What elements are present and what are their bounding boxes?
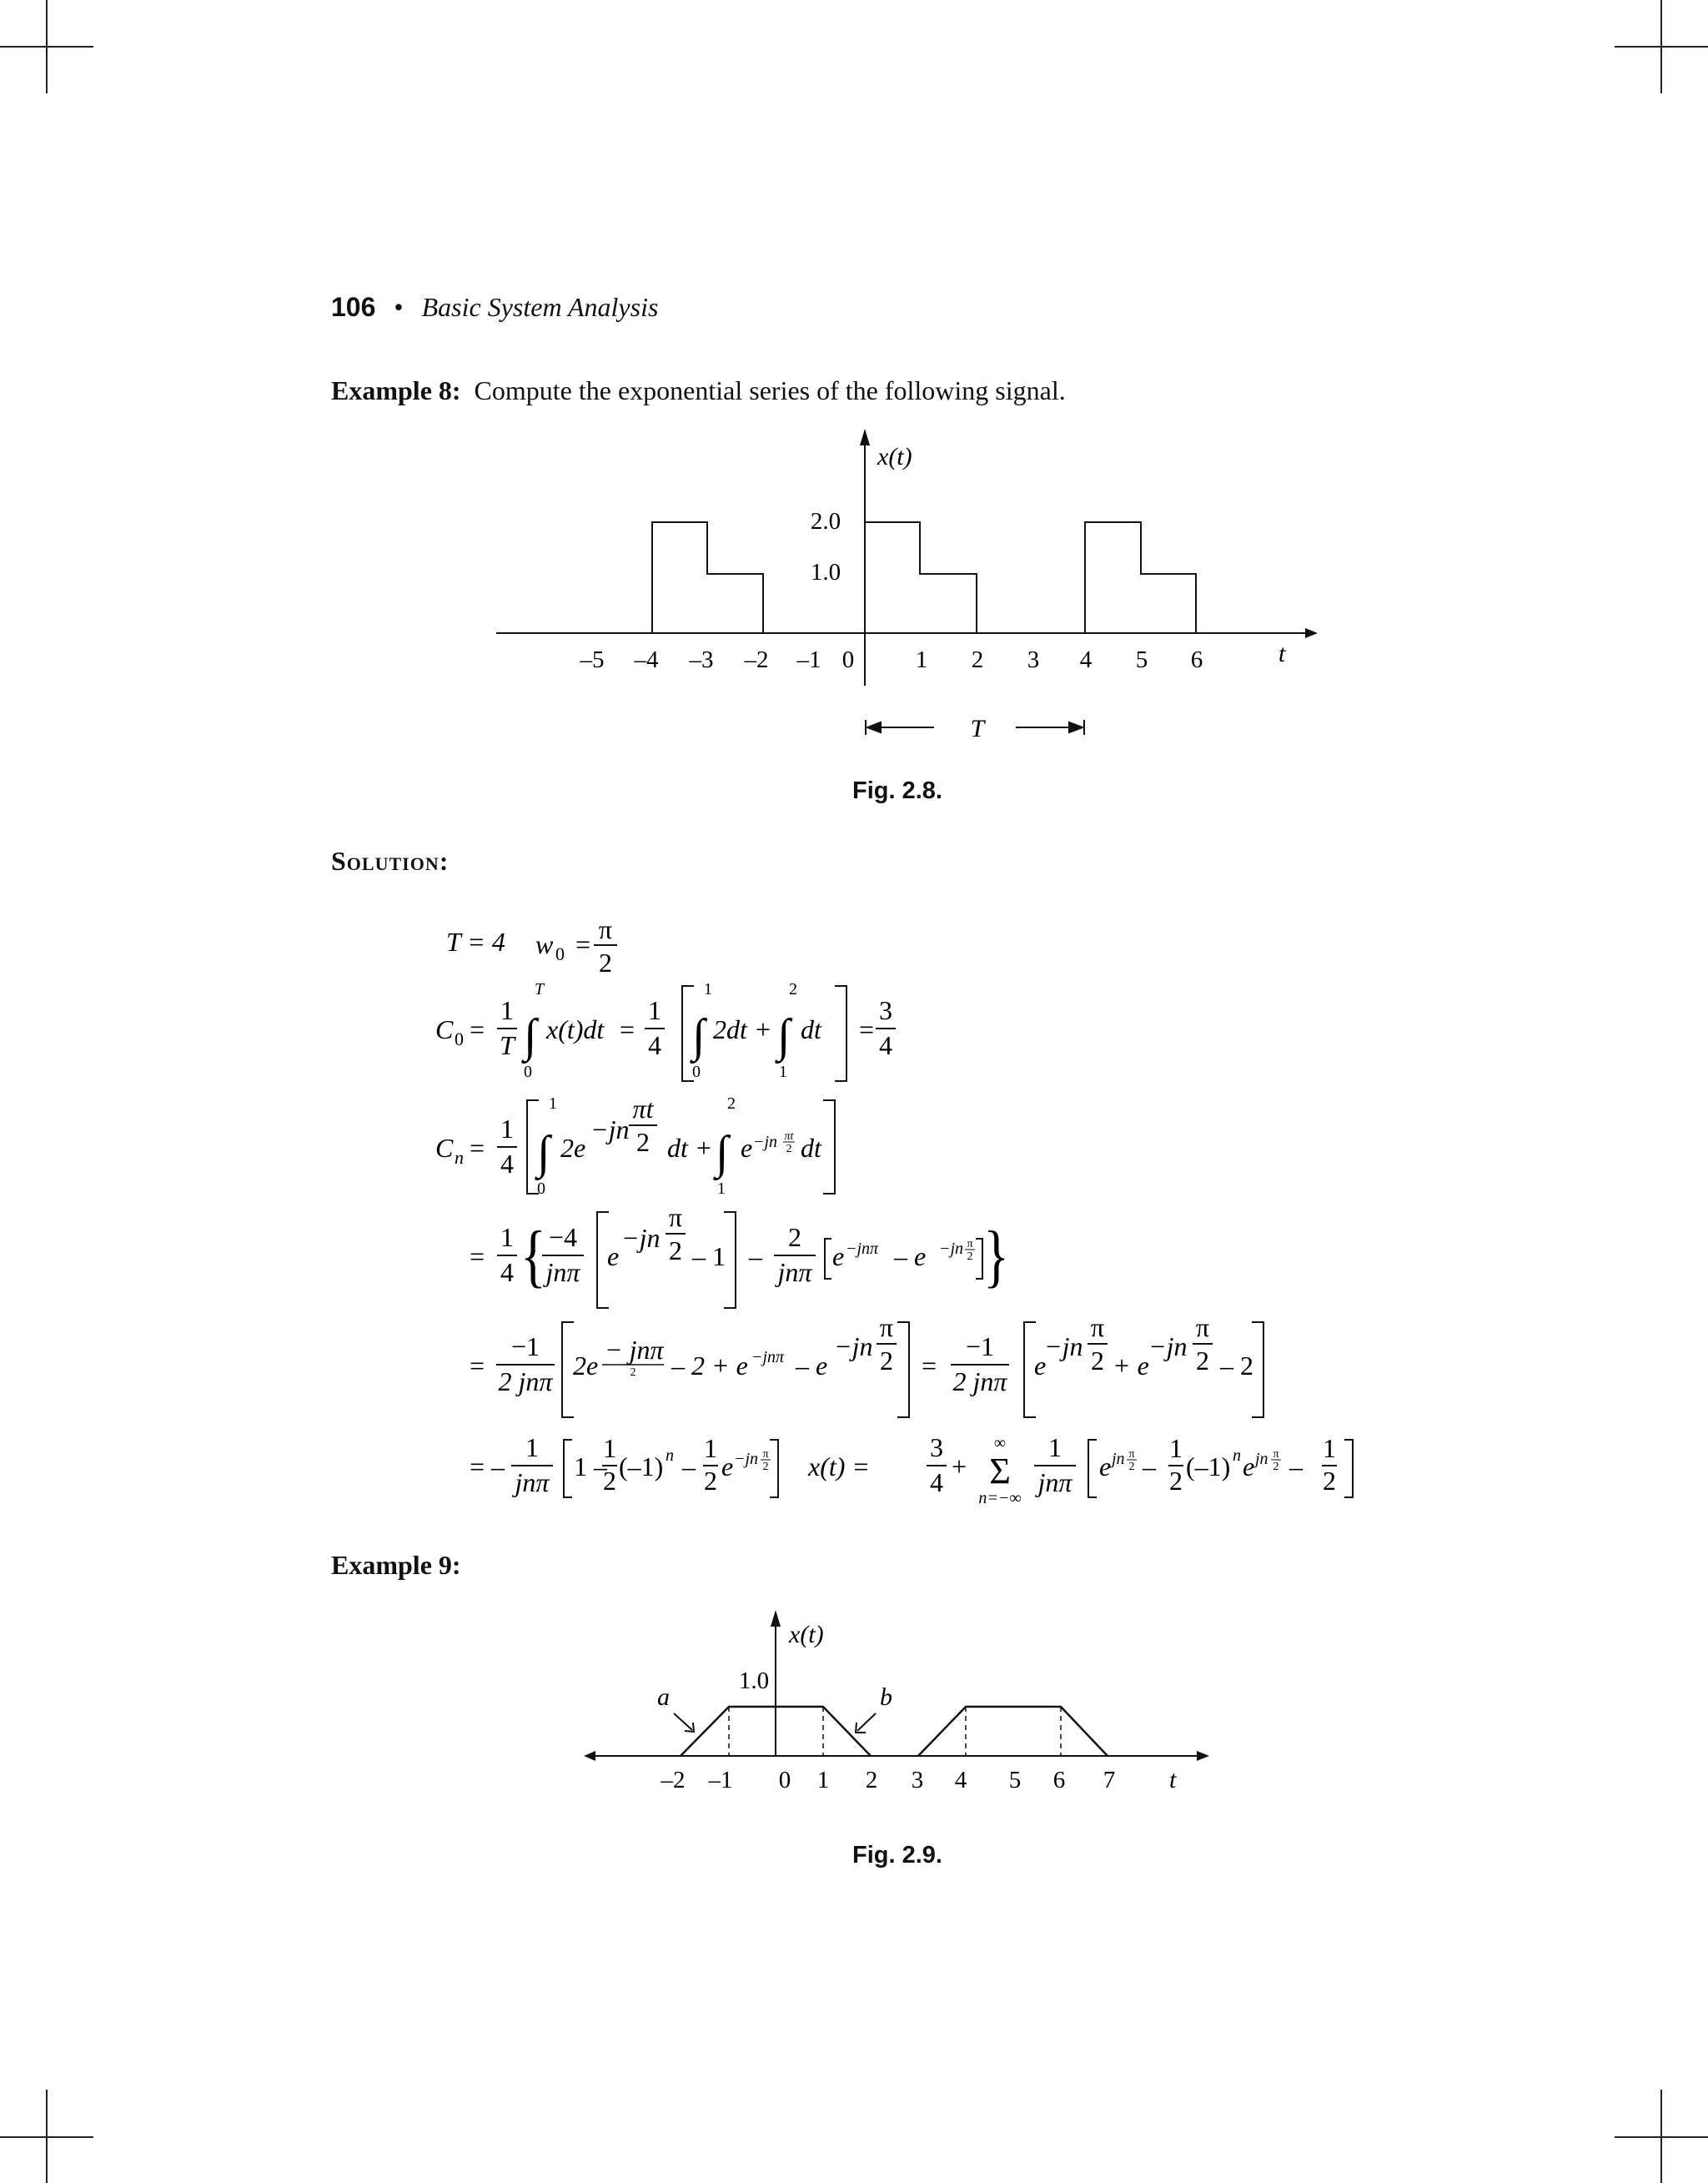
svg-text:3: 3 (930, 1432, 943, 1462)
svg-text:1: 1 (500, 995, 514, 1025)
svg-text:(–1): (–1) (619, 1451, 664, 1481)
running-header (331, 292, 658, 323)
svg-text:jnπ: jnπ (515, 1467, 550, 1497)
svg-text:π: π (762, 1448, 769, 1461)
equation-period (446, 914, 617, 978)
label-a: a (657, 1683, 670, 1711)
svg-text:2: 2 (630, 1366, 636, 1379)
signal-pulse (865, 522, 977, 633)
svg-text:=: = (922, 1351, 937, 1381)
svg-text:–: – (1289, 1451, 1303, 1481)
svg-text:=: = (575, 929, 591, 959)
svg-text:}: } (983, 1217, 1009, 1295)
svg-text:1: 1 (525, 1432, 539, 1462)
svg-text:=: = (470, 1133, 485, 1163)
solution-heading: Solution: (331, 846, 450, 876)
svg-text:2: 2 (789, 980, 797, 998)
x-tick: 1 (915, 646, 928, 673)
figure-2-9-caption: Fig. 2.9. (852, 1842, 942, 1869)
svg-text:2: 2 (1169, 1466, 1183, 1496)
svg-text:−jn: −jn (753, 1133, 778, 1151)
svg-text:w: w (535, 929, 554, 959)
svg-text:2: 2 (788, 1222, 801, 1252)
svg-text:−jnπ: −jnπ (751, 1348, 785, 1366)
svg-text:C: C (435, 1014, 454, 1044)
svg-text:– 1: – 1 (692, 1241, 726, 1271)
svg-text:4: 4 (500, 1149, 514, 1179)
arrow-b (857, 1713, 876, 1731)
svg-text:– e: – e (894, 1241, 927, 1271)
svg-text:∫: ∫ (777, 1010, 791, 1062)
svg-text:1: 1 (1323, 1433, 1336, 1463)
figure-2-9 (584, 1602, 1218, 1802)
svg-text:∫: ∫ (716, 1127, 729, 1179)
svg-text:jnπ: jnπ (545, 1257, 580, 1287)
svg-text:C: C (435, 1133, 454, 1163)
svg-text:1: 1 (704, 980, 712, 998)
svg-text:1: 1 (1048, 1432, 1062, 1462)
svg-text:2: 2 (967, 1250, 973, 1263)
svg-text:2: 2 (727, 1094, 736, 1113)
svg-text:–: – (1143, 1451, 1156, 1481)
svg-text:2e: 2e (560, 1133, 586, 1163)
svg-text:1: 1 (717, 1180, 726, 1198)
svg-text:−jn: −jn (590, 1114, 630, 1144)
svg-text:e: e (1034, 1351, 1047, 1381)
svg-text:∫: ∫ (524, 1010, 537, 1062)
svg-text:–: – (749, 1241, 762, 1271)
x-tick: 6 (1190, 646, 1203, 673)
x-tick: 1 (816, 1767, 830, 1793)
x-tick: –4 (634, 646, 659, 673)
svg-text:πt: πt (632, 1094, 654, 1124)
svg-text:0: 0 (524, 1063, 532, 1081)
svg-text:−jnπ: −jnπ (846, 1240, 879, 1258)
x-tick: 3 (911, 1767, 924, 1793)
x-tick: –1 (796, 646, 821, 673)
svg-text:2: 2 (636, 1127, 650, 1157)
svg-text:= –: = – (470, 1451, 505, 1481)
svg-text:2dt +: 2dt + (713, 1014, 772, 1044)
x-tick: 0 (778, 1767, 791, 1793)
x-tick-labels (580, 646, 1203, 673)
svg-text:−4: −4 (548, 1222, 578, 1252)
y-axis-arrow (860, 429, 870, 445)
x-tick: 4 (954, 1767, 967, 1793)
svg-text:3: 3 (879, 995, 892, 1025)
svg-text:4: 4 (930, 1467, 943, 1497)
x-tick: –1 (708, 1767, 733, 1793)
svg-text:+: + (952, 1451, 967, 1481)
svg-text:– 2: – 2 (1220, 1351, 1253, 1381)
figure-2-8 (484, 425, 1334, 759)
svg-text:T: T (535, 980, 545, 998)
equation-step-3 (470, 1432, 1353, 1507)
svg-text:2: 2 (599, 948, 612, 978)
x-axis-label: t (1169, 1766, 1177, 1793)
example-8-text: Compute the exponential series of the following signal. (474, 375, 1066, 405)
svg-text:– 2 + e: – 2 + e (671, 1351, 748, 1381)
x-tick: –5 (580, 646, 605, 673)
svg-text:π: π (1195, 1312, 1210, 1342)
svg-text:2: 2 (786, 1143, 792, 1155)
svg-text:−1: −1 (965, 1331, 995, 1361)
x-axis-label: t (1278, 640, 1286, 667)
svg-text:∫: ∫ (692, 1010, 706, 1062)
svg-text:1: 1 (779, 1063, 787, 1081)
svg-text:–: – (682, 1451, 696, 1481)
svg-text:−jn: −jn (734, 1450, 759, 1468)
y-tick-1: 1.0 (810, 559, 841, 586)
svg-text:n=−∞: n=−∞ (978, 1489, 1022, 1507)
svg-text:2: 2 (669, 1235, 682, 1265)
svg-text:=: = (470, 1014, 485, 1044)
svg-text:1: 1 (1169, 1433, 1183, 1463)
y-tick-2: 2.0 (810, 508, 841, 535)
svg-text:(–1): (–1) (1186, 1451, 1231, 1481)
dashed-guides (729, 1707, 1061, 1756)
svg-text:e: e (741, 1133, 753, 1163)
svg-text:π: π (598, 914, 613, 944)
x-tick: –2 (744, 646, 769, 673)
svg-text:π: π (1128, 1448, 1135, 1461)
svg-text:0: 0 (455, 1029, 464, 1049)
running-title: Basic System Analysis (421, 292, 659, 322)
x-tick: 0 (841, 646, 855, 673)
svg-text:−jn: −jn (621, 1223, 661, 1253)
x-axis-arrow (1305, 628, 1318, 638)
svg-text:e: e (832, 1241, 845, 1271)
svg-text:1 –: 1 – (574, 1451, 607, 1481)
crop-mark (46, 0, 48, 93)
x-tick-labels (661, 1767, 1116, 1793)
svg-text:∫: ∫ (537, 1127, 550, 1179)
svg-text:=: = (470, 1241, 485, 1271)
svg-text:π: π (668, 1202, 683, 1232)
y-axis-label: x(t) (789, 1621, 824, 1648)
x-axis-left-arrow (584, 1751, 595, 1761)
crop-mark (46, 2090, 48, 2183)
crop-mark (1660, 2090, 1662, 2183)
svg-text:e: e (1243, 1451, 1255, 1481)
svg-text:n: n (455, 1147, 464, 1168)
arrow-a (674, 1713, 692, 1730)
svg-text:0: 0 (692, 1063, 701, 1081)
page-number: 106 (331, 292, 376, 322)
crop-mark (1660, 0, 1662, 93)
svg-text:1: 1 (704, 1433, 717, 1463)
svg-text:– e: – e (796, 1351, 828, 1381)
svg-text:2: 2 (880, 1346, 893, 1376)
x-tick: 2 (971, 646, 984, 673)
svg-text:n: n (1233, 1446, 1241, 1465)
svg-text:=: = (470, 1351, 485, 1381)
svg-text:1: 1 (500, 1222, 514, 1252)
svg-text:4: 4 (648, 1030, 661, 1060)
svg-text:−jn: −jn (939, 1240, 964, 1258)
svg-text:n: n (666, 1446, 674, 1465)
svg-text:jnπ: jnπ (777, 1257, 812, 1287)
x-axis-arrow (1197, 1751, 1209, 1761)
svg-text:jnπ: jnπ (1037, 1467, 1073, 1497)
svg-text:2: 2 (1323, 1466, 1336, 1496)
x-tick: 7 (1103, 1767, 1116, 1793)
svg-text:π: π (967, 1238, 973, 1250)
svg-text:2 jnπ: 2 jnπ (952, 1366, 1007, 1396)
x-tick: 5 (1135, 646, 1148, 673)
svg-text:T = 4: T = 4 (446, 927, 505, 957)
svg-text:− jnπ: − jnπ (605, 1335, 664, 1365)
x-tick: 3 (1027, 646, 1040, 673)
x-tick: 5 (1008, 1767, 1022, 1793)
svg-text:πt: πt (784, 1130, 794, 1143)
svg-text:∞: ∞ (993, 1434, 1007, 1452)
equation-step-1 (470, 1202, 1009, 1308)
svg-text:4: 4 (500, 1257, 514, 1287)
svg-text:e: e (1099, 1451, 1112, 1481)
solution-equations (417, 905, 1384, 1522)
equation-step-2 (470, 1312, 1263, 1417)
svg-text:2 jnπ: 2 jnπ (498, 1366, 553, 1396)
svg-text:{: { (520, 1217, 546, 1295)
signal-pulse (652, 522, 763, 633)
svg-text:jn: jn (1255, 1450, 1268, 1468)
svg-text:Σ: Σ (989, 1451, 1011, 1491)
svg-text:e: e (721, 1451, 734, 1481)
svg-text:=: = (620, 1014, 635, 1044)
x-tick: –3 (689, 646, 714, 673)
x-tick: 6 (1052, 1767, 1066, 1793)
svg-text:2: 2 (1091, 1346, 1104, 1376)
example-9-label: Example 9: (331, 1550, 461, 1580)
trapezoid-pulse (918, 1707, 1108, 1756)
svg-text:dt +: dt + (667, 1133, 713, 1163)
svg-text:dt: dt (801, 1014, 821, 1044)
svg-text:2: 2 (603, 1466, 616, 1496)
svg-text:2: 2 (1128, 1461, 1135, 1473)
svg-text:x(t) =: x(t) = (808, 1451, 870, 1481)
svg-text:π: π (1273, 1448, 1279, 1461)
x-tick: 4 (1079, 646, 1093, 673)
svg-text:2: 2 (762, 1461, 769, 1473)
svg-text:+ e: + e (1113, 1351, 1149, 1381)
svg-text:2: 2 (704, 1466, 717, 1496)
example-8-label: Example 8: (331, 375, 461, 405)
svg-text:−jn: −jn (1044, 1331, 1083, 1361)
svg-text:1: 1 (648, 995, 661, 1025)
svg-text:1: 1 (500, 1114, 514, 1144)
svg-text:0: 0 (537, 1180, 545, 1198)
svg-text:T: T (500, 1030, 515, 1060)
svg-text:jn: jn (1112, 1450, 1125, 1468)
y-tick: 1.0 (738, 1667, 770, 1694)
example-8-statement (331, 375, 1066, 406)
svg-text:x(t)dt: x(t)dt (546, 1014, 605, 1044)
x-tick: –2 (661, 1767, 686, 1793)
x-tick: 2 (865, 1767, 878, 1793)
svg-text:4: 4 (879, 1030, 892, 1060)
svg-text:−1: −1 (510, 1331, 540, 1361)
svg-text:2: 2 (1196, 1346, 1209, 1376)
header-bullet: • (394, 292, 404, 322)
svg-text:−jn: −jn (834, 1331, 873, 1361)
svg-text:−jn: −jn (1148, 1331, 1188, 1361)
svg-text:2: 2 (1273, 1461, 1279, 1473)
svg-text:1: 1 (603, 1433, 616, 1463)
equation-cn (435, 1094, 835, 1198)
svg-text:1: 1 (549, 1094, 557, 1113)
svg-text:π: π (879, 1312, 894, 1342)
svg-text:e: e (607, 1241, 620, 1271)
y-axis-arrow (771, 1610, 781, 1627)
label-b: b (880, 1683, 892, 1711)
svg-text:=: = (859, 1014, 875, 1044)
equation-c0 (435, 980, 896, 1081)
svg-text:2e: 2e (573, 1351, 599, 1381)
svg-text:π: π (1090, 1312, 1105, 1342)
signal-pulse (1085, 522, 1196, 633)
period-label: T (970, 715, 985, 742)
svg-text:0: 0 (555, 943, 565, 964)
y-axis-label: x(t) (877, 443, 912, 470)
svg-text:dt: dt (801, 1133, 821, 1163)
figure-2-8-caption: Fig. 2.8. (852, 777, 942, 804)
